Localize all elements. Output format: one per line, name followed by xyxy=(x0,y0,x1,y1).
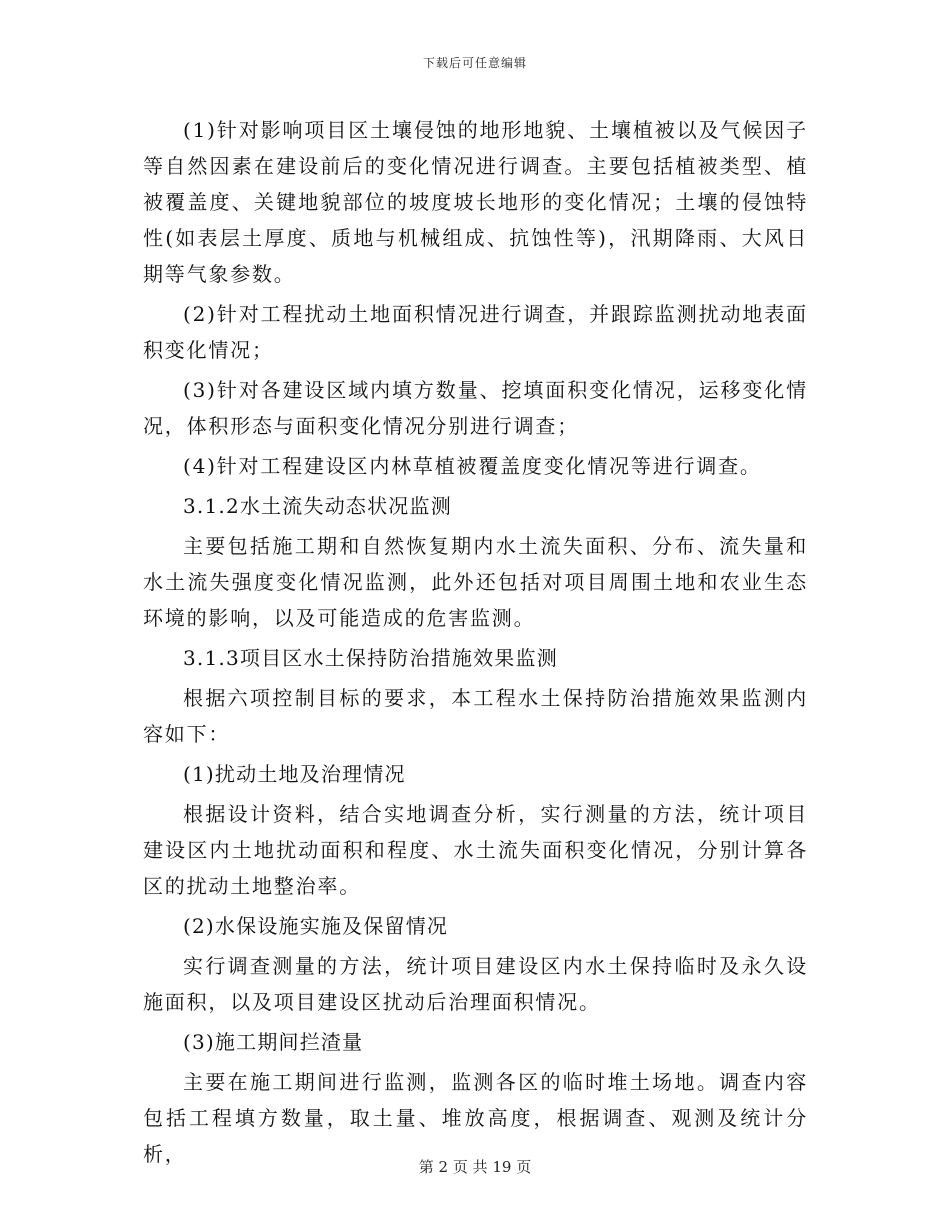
paragraph-slag-retention: 主要在施工期间进行监测，监测各区的临时堆土场地。调查内容包括工程填方数量，取土量、堆放高度，根据调查、观测及统计分析， xyxy=(143,1070,808,1166)
section-heading-3-1-3: 3.1.3项目区水土保持防治措施效果监测 xyxy=(183,646,558,670)
subheading-slag-retention: (3)施工期间拦渣量 xyxy=(183,1030,364,1054)
paragraph-survey-natural-factors: (1)针对影响项目区土壤侵蚀的地形地貌、土壤植被以及气候因子等自然因素在建设前后的变化情况进行调查。主要包括植被类型、植被覆盖度、关键地貌部位的坡度坡长地形的变化情况；土壤的侵蚀特性(如表层土厚度、质地与机械组成、抗蚀性等)，汛期降雨、大风日期等气象参数。 xyxy=(143,118,808,286)
subheading-disturbed-land: (1)扰动土地及治理情况 xyxy=(183,762,406,786)
subheading-conservation-facilities: (2)水保设施实施及保留情况 xyxy=(183,914,449,938)
paragraph-survey-disturbed-area: (2)针对工程扰动土地面积情况进行调查，并跟踪监测扰动地表面积变化情况； xyxy=(143,302,808,362)
section-heading-3-1-2: 3.1.2水土流失动态状况监测 xyxy=(183,494,452,518)
document-body xyxy=(143,112,808,1176)
page-footer: 第 2 页 共 19 页 xyxy=(418,1158,532,1176)
paragraph-survey-fill-volume: (3)针对各建设区域内填方数量、挖填面积变化情况，运移变化情况，体积形态与面积变化情况分别进行调查； xyxy=(143,378,808,438)
paragraph-erosion-monitoring: 主要包括施工期和自然恢复期内水土流失面积、分布、流失量和水土流失强度变化情况监测，此外还包括对项目周围土地和农业生态环境的影响，以及可能造成的危害监测。 xyxy=(143,534,808,630)
paragraph-conservation-facilities: 实行调查测量的方法，统计项目建设区内水土保持临时及永久设施面积，以及项目建设区扰动后治理面积情况。 xyxy=(143,954,808,1014)
paragraph-disturbed-land: 根据设计资料，结合实地调查分析，实行测量的方法，统计项目建设区内土地扰动面积和程度、水土流失面积变化情况，分别计算各区的扰动土地整治率。 xyxy=(143,802,808,898)
paragraph-control-targets: 根据六项控制目标的要求，本工程水土保持防治措施效果监测内容如下： xyxy=(143,686,808,746)
paragraph-survey-vegetation: (4)针对工程建设区内林草植被覆盖度变化情况等进行调查。 xyxy=(183,454,762,478)
page-header: 下载后可任意编辑 xyxy=(422,56,527,70)
